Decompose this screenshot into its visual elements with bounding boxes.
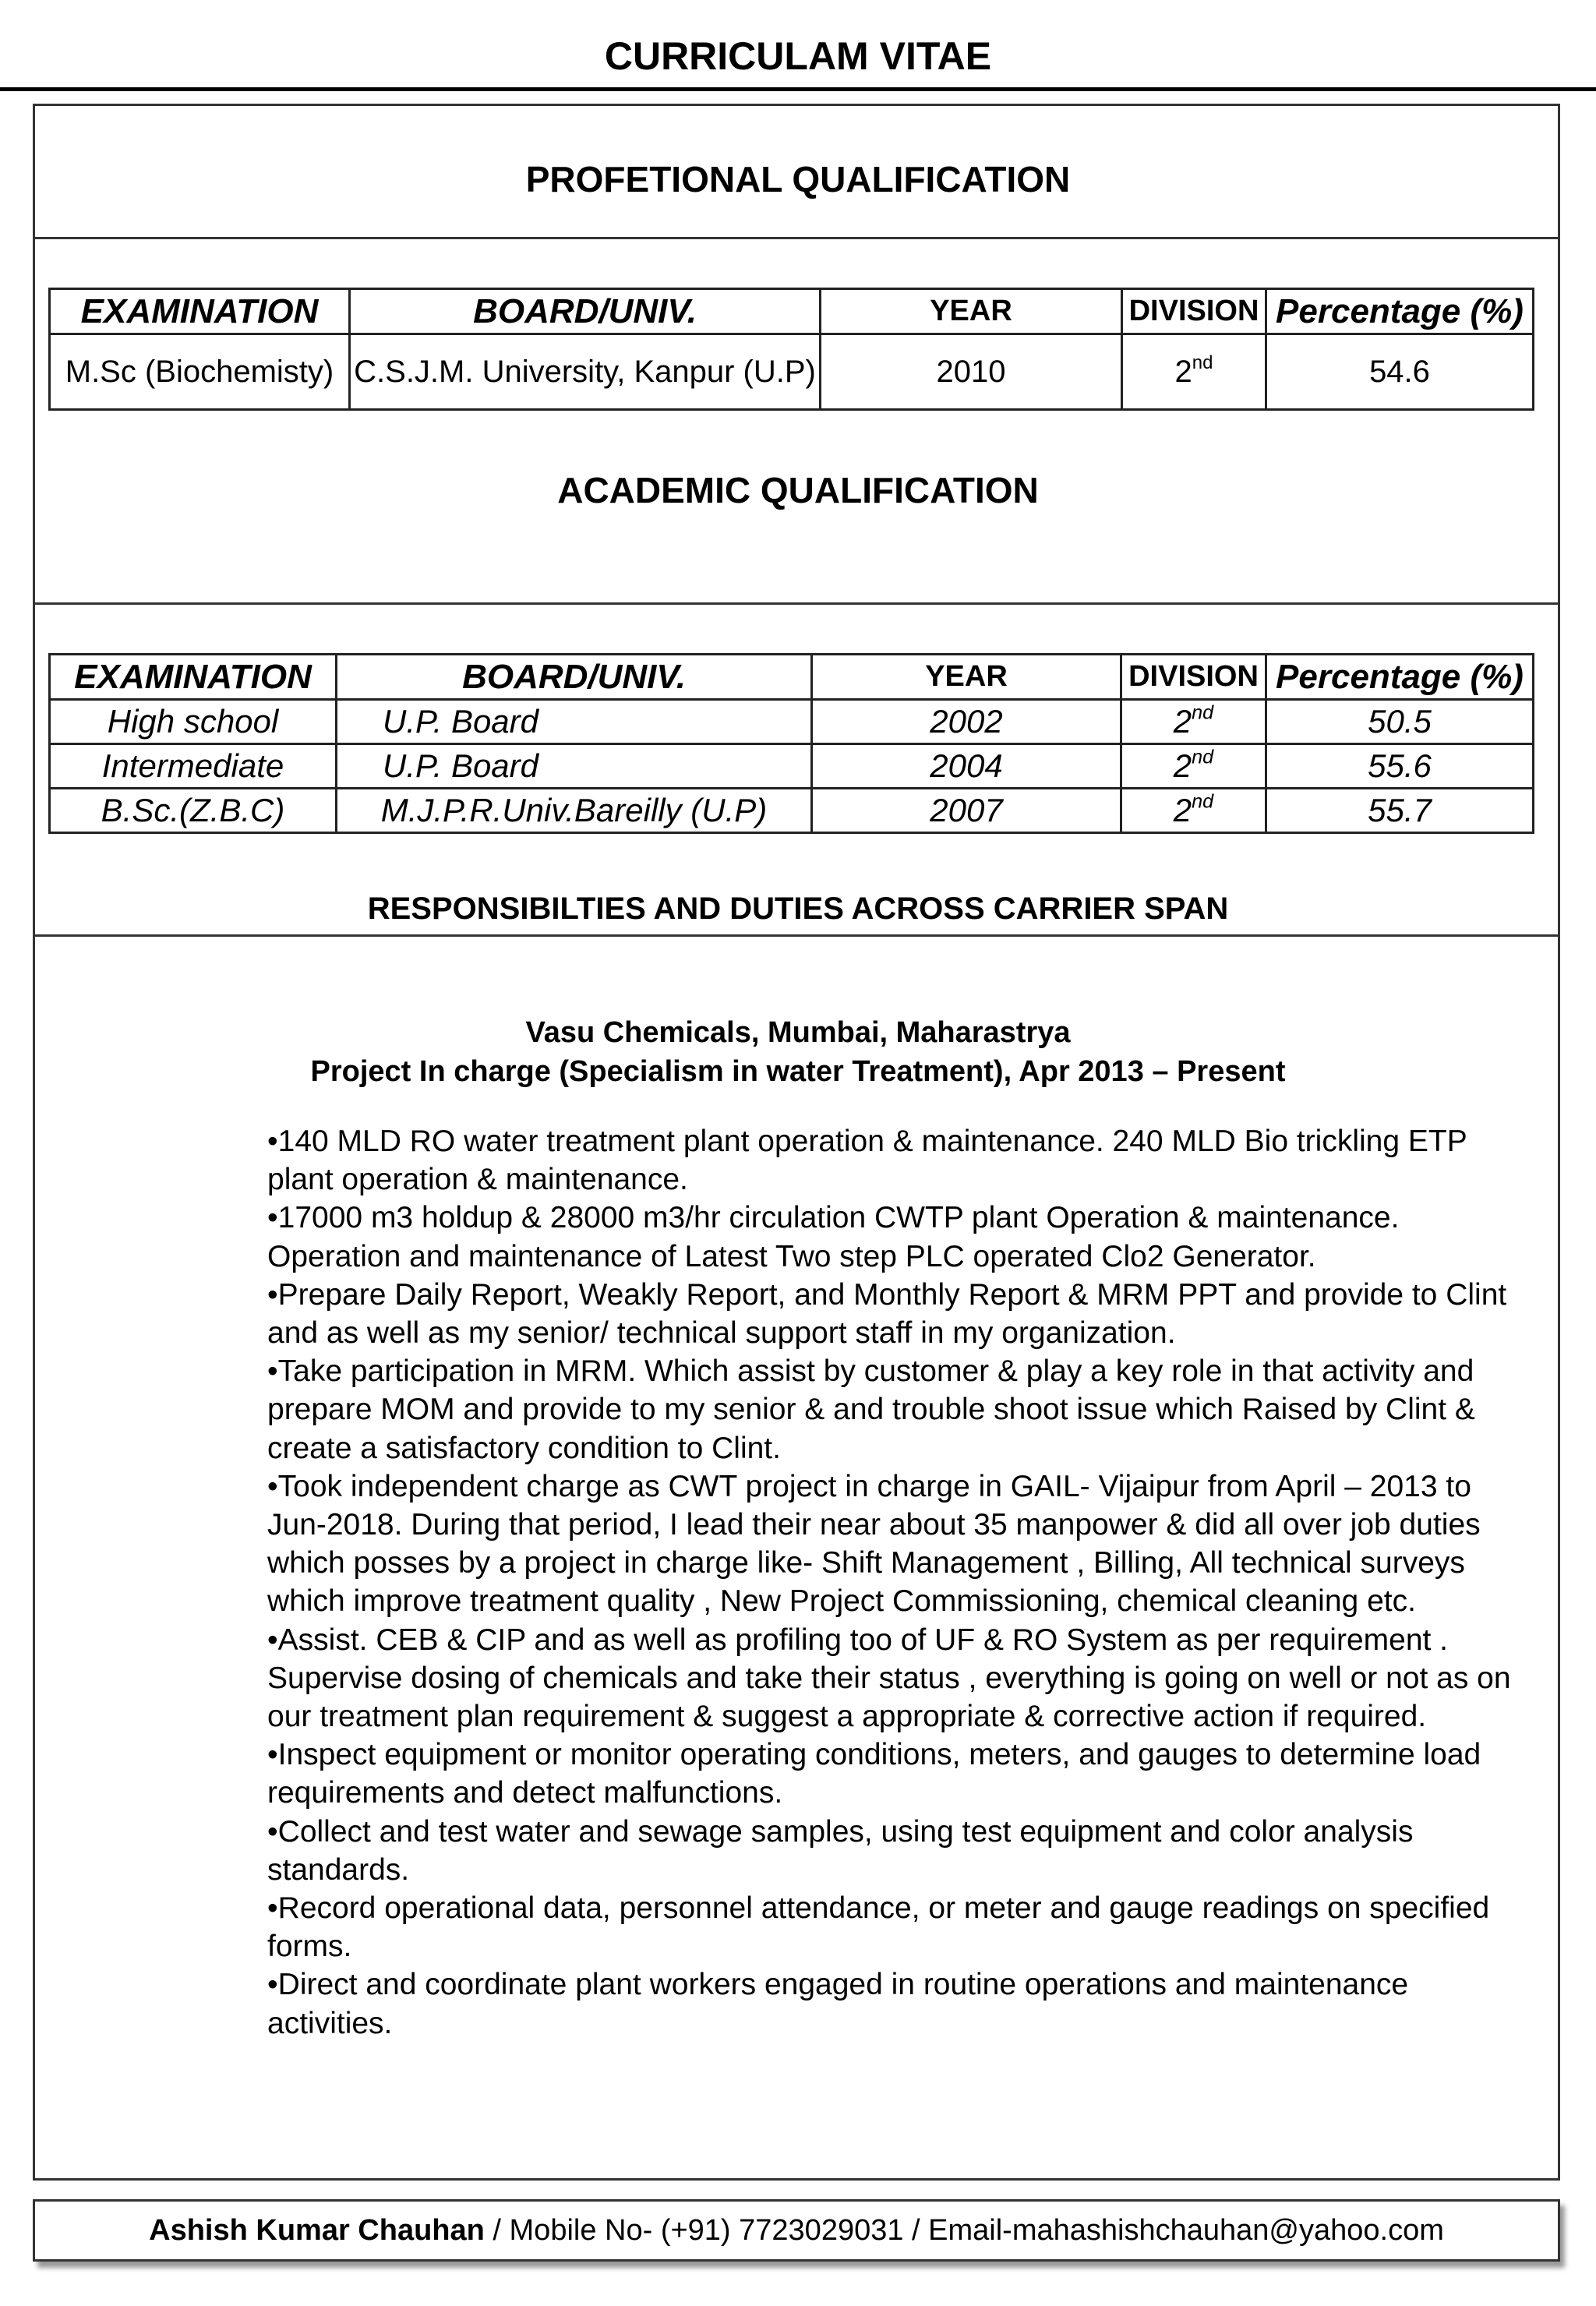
header-examination: EXAMINATION — [50, 289, 350, 334]
cell-year: 2010 — [821, 334, 1122, 410]
list-item: •Prepare Daily Report, Weakly Report, and Monthly Report & MRM PPT and provide to Clint and as well as my senior/ technical support staff in my organization. — [267, 1277, 1507, 1351]
cell-percentage: 50.5 — [1266, 700, 1534, 744]
cell-percentage: 55.6 — [1266, 744, 1534, 789]
divider — [33, 934, 1560, 937]
cell-examination: High school — [50, 700, 337, 744]
document-title: CURRICULAM VITAE — [604, 34, 992, 78]
divider — [33, 237, 1560, 239]
cell-board: U.P. Board — [337, 700, 812, 744]
division-suffix: nd — [1192, 701, 1214, 724]
header-year: YEAR — [821, 289, 1122, 334]
header-percentage: Percentage (%) — [1266, 289, 1534, 334]
header-board: BOARD/UNIV. — [350, 289, 821, 334]
footer-name: Ashish Kumar Chauhan — [149, 2214, 485, 2247]
division-number: 2 — [1174, 354, 1192, 389]
professional-qualification-heading: PROFETIONAL QUALIFICATION — [525, 159, 1071, 200]
header-board: BOARD/UNIV. — [337, 655, 812, 700]
header-examination: EXAMINATION — [50, 655, 337, 700]
cell-year: 2004 — [812, 744, 1121, 789]
cell-division — [1122, 334, 1266, 410]
division-number: 2 — [1173, 792, 1192, 828]
cell-examination: B.Sc.(Z.B.C) — [50, 789, 337, 833]
title-underline — [0, 87, 1596, 91]
list-item: •Direct and coordinate plant workers engaged in routine operations and maintenance activities. — [267, 1968, 1409, 2040]
list-item: •17000 m3 holdup & 28000 m3/hr circulation CWTP plant Operation & maintenance. Operation and maintenance of Latest Two step PLC operated Clo2 Generator. — [267, 1201, 1400, 1273]
header-year: YEAR — [812, 655, 1121, 700]
header-division: DIVISION — [1121, 655, 1266, 700]
division-suffix: nd — [1192, 790, 1214, 813]
list-item: •Took independent charge as CWT project in charge in GAIL- Vijaipur from April – 2013 to Jun-2018. During that period, I lead their near about 35 manpower & did all over job duties which posses by a project in charge like- Shift Management , Billing, All technical surveys which improve treatment quality , New Project Commissioning, chemical cleaning etc. — [267, 1469, 1481, 1619]
company-name: Vasu Chemicals, Mumbai, Maharastrya — [525, 1016, 1071, 1049]
header-percentage: Percentage (%) — [1266, 655, 1534, 700]
cell-year: 2007 — [812, 789, 1121, 833]
division-number: 2 — [1173, 747, 1192, 784]
contact-footer — [33, 2199, 1560, 2262]
table-row — [50, 744, 1534, 789]
professional-qualification-table — [48, 288, 1534, 411]
cell-examination: M.Sc (Biochemisty) — [50, 334, 350, 410]
cell-board: M.J.P.R.Univ.Bareilly (U.P) — [337, 789, 812, 833]
table-row — [50, 334, 1534, 410]
cell-percentage: 55.7 — [1266, 789, 1534, 833]
division-suffix: nd — [1192, 351, 1213, 373]
duties-list — [267, 1122, 1530, 2043]
cell-board: U.P. Board — [337, 744, 812, 789]
list-item: •Record operational data, personnel attendance, or meter and gauge readings on specified forms. — [267, 1891, 1490, 1964]
list-item: •140 MLD RO water treatment plant operation & maintenance. 240 MLD Bio trickling ETP plant operation & maintenance. — [267, 1125, 1467, 1197]
table-row — [50, 700, 1534, 744]
list-item: •Inspect equipment or monitor operating conditions, meters, and gauges to determine load requirements and detect malfunctions. — [267, 1738, 1481, 1810]
job-position: Project In charge (Specialism in water Treatment), Apr 2013 – Present — [310, 1055, 1286, 1088]
table-row — [50, 789, 1534, 833]
academic-qualification-table — [48, 653, 1534, 834]
cell-division — [1121, 789, 1266, 833]
cell-board: C.S.J.M. University, Kanpur (U.P) — [350, 334, 821, 410]
cell-division — [1121, 744, 1266, 789]
cell-year: 2002 — [812, 700, 1121, 744]
list-item: •Take participation in MRM. Which assist by customer & play a key role in that activity and prepare MOM and provide to my senior & and trouble shoot issue which Raised by Clint & create a satisfactory condition to Clint. — [267, 1354, 1475, 1465]
academic-qualification-heading: ACADEMIC QUALIFICATION — [557, 470, 1039, 510]
cell-examination: Intermediate — [50, 744, 337, 789]
list-item: •Collect and test water and sewage samples, using test equipment and color analysis standards. — [267, 1814, 1414, 1887]
footer-contact: / Mobile No- (+91) 7723029031 / Email-mahashishchauhan@yahoo.com — [484, 2214, 1444, 2247]
responsibilities-heading: RESPONSIBILTIES AND DUTIES ACROSS CARRIER SPAN — [367, 892, 1229, 926]
table-header-row — [50, 655, 1534, 700]
division-number: 2 — [1173, 703, 1192, 740]
cell-percentage: 54.6 — [1266, 334, 1534, 410]
table-header-row — [50, 289, 1534, 334]
division-suffix: nd — [1192, 746, 1214, 768]
list-item: •Assist. CEB & CIP and as well as profiling too of UF & RO System as per requirement . Supervise dosing of chemicals and take their status , everything is going on well or not as on our treatment plan requirement & suggest a appropriate & corrective action if required. — [267, 1623, 1511, 1734]
divider — [33, 602, 1560, 605]
cell-division — [1121, 700, 1266, 744]
header-division: DIVISION — [1122, 289, 1266, 334]
